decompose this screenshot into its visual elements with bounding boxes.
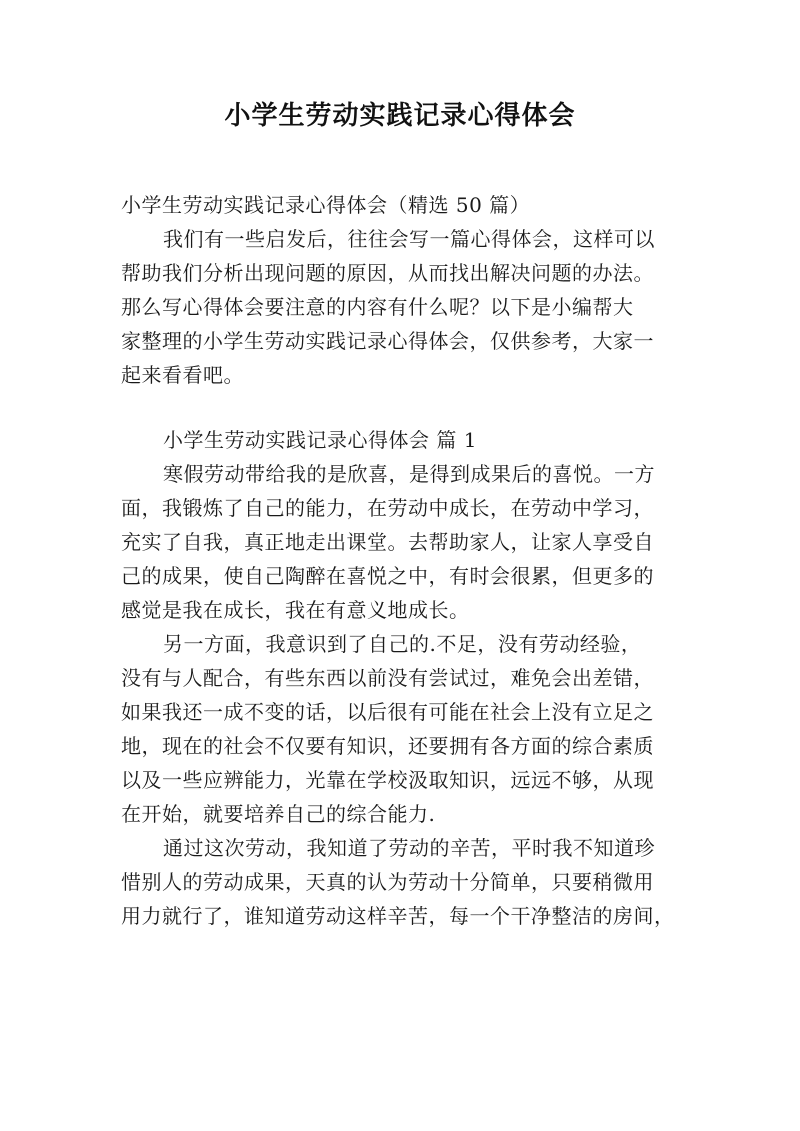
text-line: 感觉是我在成长，我在有意义地成长。 [121, 598, 470, 622]
text-line: 地，现在的社会不仅要有知识，还要拥有各方面的综合素质 [121, 734, 654, 758]
intro-paragraph [121, 222, 686, 392]
text-line: 在开始，就要培养自己的综合能力. [121, 802, 436, 826]
text-line: 家整理的小学生劳动实践记录心得体会，仅供参考，大家一 [121, 329, 654, 353]
text-line: 没有与人配合，有些东西以前没有尝试过，难免会出差错， [121, 666, 654, 690]
text-line: 以及一些应辨能力，光靠在学校汲取知识，远远不够，从现 [121, 768, 654, 792]
section-heading: 小学生劳动实践记录心得体会 篇 1 [163, 428, 477, 452]
paragraph-2 [121, 627, 686, 831]
text-line: 我们有一些启发后，往往会写一篇心得体会，这样可以 [163, 227, 655, 251]
text-line: 如果我还一成不变的话，以后很有可能在社会上没有立足之 [121, 700, 654, 724]
text-line: 通过这次劳动，我知道了劳动的辛苦，平时我不知道珍 [163, 836, 655, 860]
document-subtitle: 小学生劳动实践记录心得体会（精选 50 篇） [121, 193, 531, 217]
paragraph-1 [121, 457, 686, 627]
text-line: 起来看看吧。 [121, 363, 244, 387]
text-line: 充实了自我，真正地走出课堂。去帮助家人，让家人享受自 [121, 530, 654, 554]
text-line: 己的成果，使自己陶醉在喜悦之中，有时会很累，但更多的 [121, 564, 654, 588]
text-line: 惜别人的劳动成果，天真的认为劳动十分简单，只要稍微用 [121, 870, 654, 894]
document-body [121, 188, 686, 933]
paragraph-gap [121, 392, 686, 423]
text-line: 那么写心得体会要注意的内容有什么呢？以下是小编帮大 [121, 295, 634, 319]
text-line: 寒假劳动带给我的是欣喜，是得到成果后的喜悦。一方 [163, 462, 655, 486]
text-line: 另一方面，我意识到了自己的.不足，没有劳动经验， [163, 632, 642, 656]
text-line: 面，我锻炼了自己的能力，在劳动中成长，在劳动中学习， [121, 496, 654, 520]
document-title: 小学生劳动实践记录心得体会 [224, 101, 576, 131]
text-line: 帮助我们分析出现问题的原因，从而找出解决问题的办法。 [121, 261, 654, 285]
text-line: 用力就行了，谁知道劳动这样辛苦，每一个干净整洁的房间， [121, 904, 675, 928]
paragraph-3 [121, 831, 686, 933]
